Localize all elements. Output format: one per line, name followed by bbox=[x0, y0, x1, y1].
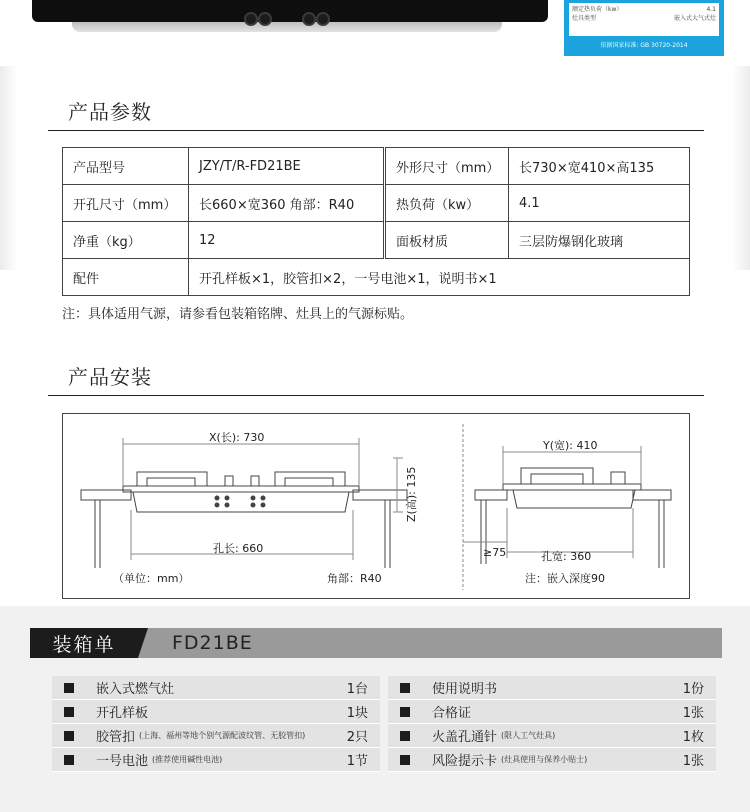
item-name: 胶管扣 bbox=[96, 730, 136, 745]
control-hole bbox=[225, 496, 229, 500]
item-note: (灶具使用与保养小贴士) bbox=[501, 755, 588, 764]
corner-radius-label: 角部：R40 bbox=[327, 572, 382, 585]
knob-icon bbox=[302, 12, 316, 26]
table-row bbox=[63, 148, 690, 185]
energy-label-value: 嵌入式大气式灶 bbox=[673, 15, 716, 22]
list-item bbox=[388, 676, 716, 700]
control-hole bbox=[251, 503, 255, 507]
item-name: 合格证 bbox=[432, 706, 472, 721]
control-hole bbox=[215, 496, 219, 500]
bullet-square-icon bbox=[400, 707, 410, 717]
energy-label-value: 4.1 bbox=[706, 6, 716, 13]
param-value: 12 bbox=[189, 222, 385, 259]
param-key: 配件 bbox=[63, 259, 189, 296]
params-section-rule bbox=[48, 130, 704, 131]
packing-list-model: FD21BE bbox=[172, 632, 253, 654]
bullet-square-icon bbox=[64, 707, 74, 717]
side-knob bbox=[611, 472, 625, 484]
item-note: (限人工气灶具) bbox=[501, 731, 556, 740]
energy-label-key: 灶具类型 bbox=[572, 15, 597, 22]
item-note: (推荐使用碱性电池) bbox=[152, 755, 223, 764]
control-hole bbox=[261, 503, 265, 507]
depth-note: 注：嵌入深度90 bbox=[525, 572, 605, 585]
height-label: Z(高): 135 bbox=[405, 466, 418, 522]
cutout-width-label: 孔宽: 360 bbox=[541, 550, 592, 563]
param-value: 4.1 bbox=[509, 185, 690, 222]
control-hole bbox=[251, 496, 255, 500]
item-name: 火盖孔通针 bbox=[432, 730, 498, 745]
packing-list-left-column bbox=[52, 676, 380, 772]
energy-label-card bbox=[564, 0, 724, 56]
item-quantity: 1枚 bbox=[682, 730, 704, 745]
param-key: 热负荷（kw） bbox=[385, 185, 509, 222]
item-quantity: 1张 bbox=[682, 754, 704, 769]
param-key: 产品型号 bbox=[63, 148, 189, 185]
list-item bbox=[388, 724, 716, 748]
bullet-square-icon bbox=[400, 755, 410, 765]
control-hole bbox=[215, 503, 219, 507]
burner-right-cap bbox=[285, 478, 333, 486]
side-cooktop-panel bbox=[503, 484, 641, 490]
item-quantity: 1台 bbox=[346, 682, 368, 697]
cooktop-glass-image bbox=[32, 0, 548, 22]
param-key: 面板材质 bbox=[385, 222, 509, 259]
energy-label-footer: 依据国家标准: GB 30720-2014 bbox=[600, 42, 688, 49]
side-burner bbox=[521, 468, 593, 484]
item-name: 使用说明书 bbox=[432, 682, 498, 697]
param-value: 开孔样板×1，胶管扣×2，一号电池×1，说明书×1 bbox=[189, 259, 690, 296]
table-row bbox=[63, 222, 690, 259]
list-item bbox=[52, 748, 380, 772]
gas-source-note: 注：具体适用气源，请参看包装箱铭牌、灶具上的气源标贴。 bbox=[62, 307, 414, 322]
table-row bbox=[63, 185, 690, 222]
list-item bbox=[52, 724, 380, 748]
list-item bbox=[52, 700, 380, 724]
item-name: 嵌入式燃气灶 bbox=[96, 682, 175, 697]
bullet-square-icon bbox=[400, 683, 410, 693]
control-hole bbox=[225, 503, 229, 507]
width-label: Y(宽): 410 bbox=[543, 439, 598, 452]
side-counter-right bbox=[633, 490, 671, 500]
knob-icon bbox=[316, 12, 330, 26]
item-quantity: 1节 bbox=[346, 754, 368, 769]
side-cooktop-body bbox=[513, 490, 635, 508]
energy-label-row bbox=[572, 14, 716, 23]
cooktop-body bbox=[133, 492, 349, 512]
packing-list-right-column bbox=[388, 676, 716, 772]
param-value: 长660×宽360 角部：R40 bbox=[189, 185, 385, 222]
burner-left-cap bbox=[147, 478, 195, 486]
counter-right bbox=[353, 490, 407, 500]
cooktop-panel bbox=[123, 486, 359, 492]
bullet-square-icon bbox=[64, 731, 74, 741]
item-note: (上海、福州等地个别气源配波纹管、无胶管扣) bbox=[139, 731, 306, 740]
unit-label: （单位：mm） bbox=[113, 572, 190, 585]
product-hero-strip bbox=[0, 0, 750, 66]
param-key: 外形尺寸（mm） bbox=[385, 148, 509, 185]
item-quantity: 1份 bbox=[682, 682, 704, 697]
cutout-length-label: 孔长: 660 bbox=[213, 542, 264, 555]
item-quantity: 1块 bbox=[346, 706, 368, 721]
install-diagram bbox=[62, 413, 690, 599]
install-section-title: 产品安装 bbox=[68, 365, 152, 389]
item-quantity: 2只 bbox=[346, 730, 368, 745]
length-label: X(长): 730 bbox=[209, 431, 265, 444]
side-burner-cap bbox=[531, 474, 583, 484]
list-item bbox=[388, 748, 716, 772]
item-quantity: 1张 bbox=[682, 706, 704, 721]
table-row bbox=[63, 259, 690, 296]
item-name: 风险提示卡 bbox=[432, 754, 498, 769]
energy-label-row bbox=[572, 5, 716, 14]
param-value: JZY/T/R-FD21BE bbox=[189, 148, 385, 185]
params-table bbox=[62, 147, 690, 296]
packing-list-title: 装箱单 bbox=[30, 628, 138, 658]
list-item bbox=[52, 676, 380, 700]
gap-label: ≥75 bbox=[483, 546, 507, 559]
bullet-square-icon bbox=[400, 731, 410, 741]
side-counter-left bbox=[475, 490, 507, 500]
install-diagram-svg bbox=[63, 414, 689, 598]
item-name: 开孔样板 bbox=[96, 706, 149, 721]
bullet-square-icon bbox=[64, 683, 74, 693]
param-value: 三层防爆钢化玻璃 bbox=[509, 222, 690, 259]
param-value: 长730×宽410×高135 bbox=[509, 148, 690, 185]
cooktop-base-image bbox=[72, 22, 502, 32]
knob-icon bbox=[258, 12, 272, 26]
params-section-title: 产品参数 bbox=[68, 100, 152, 124]
list-item bbox=[388, 700, 716, 724]
pot-support bbox=[251, 476, 259, 486]
pot-support bbox=[225, 476, 233, 486]
knob-icon bbox=[244, 12, 258, 26]
bullet-square-icon bbox=[64, 755, 74, 765]
energy-label-body bbox=[569, 3, 719, 36]
item-name: 一号电池 bbox=[96, 754, 149, 769]
install-section-rule bbox=[48, 395, 704, 396]
energy-label-key: 额定热负荷（kw） bbox=[572, 6, 623, 13]
control-hole bbox=[261, 496, 265, 500]
param-key: 开孔尺寸（mm） bbox=[63, 185, 189, 222]
param-key: 净重（kg） bbox=[63, 222, 189, 259]
